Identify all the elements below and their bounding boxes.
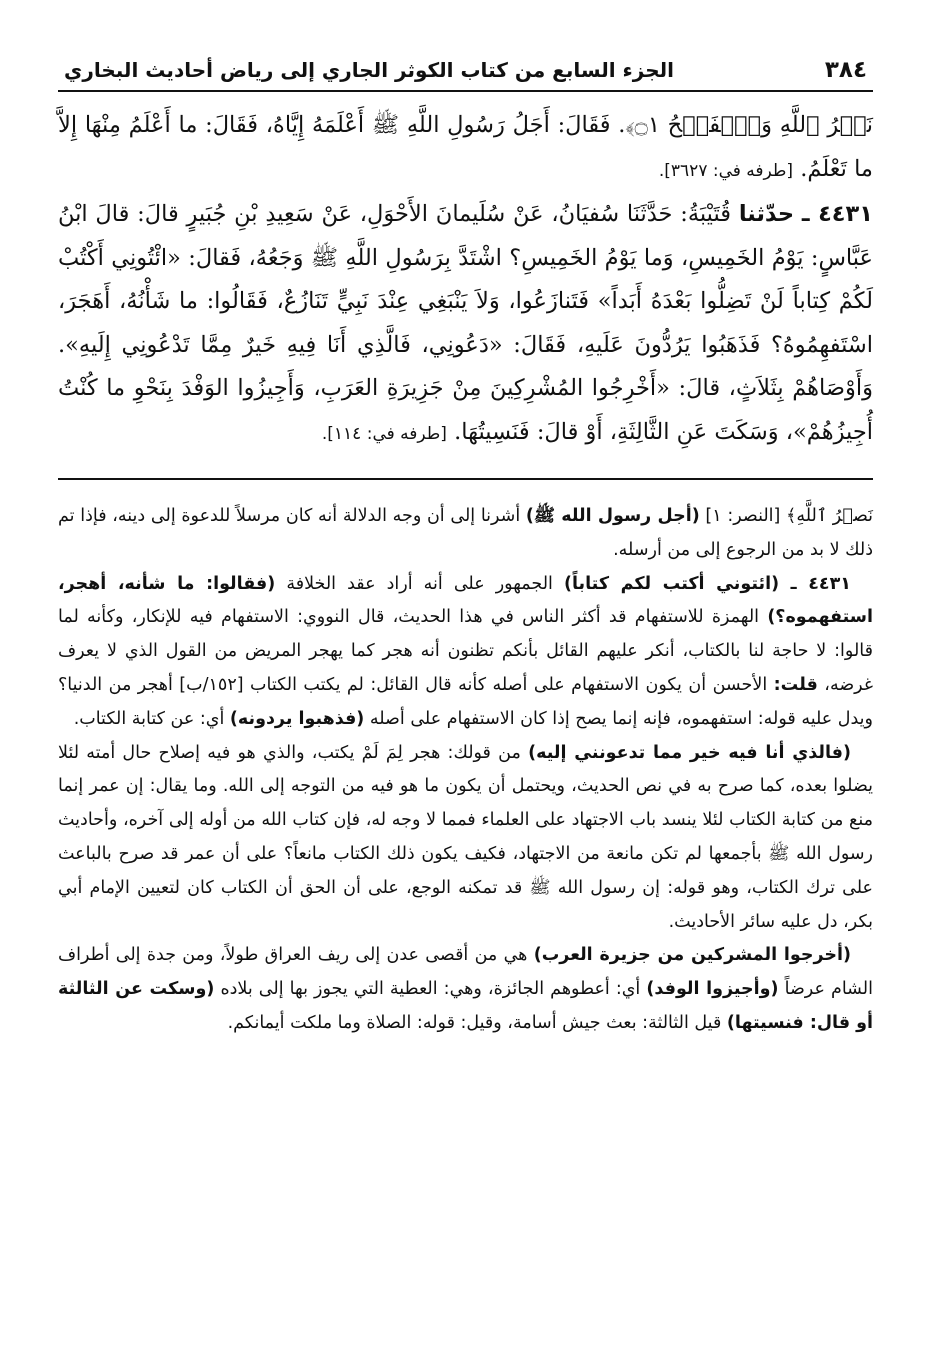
commentary-text: من قولك: هجر لِمَ لَمْ يكتب، والذي هو فيه إصلاح حال أمته لئلا يضلوا بعده، كما صرح به في نص الحديث، ويحتمل أن يكون ما هو فيه من التوجه إلى الله. وما يقال: إن عمر إنما منع من كتابة الكتاب لئلا ينسد باب الاجتهاد على العلماء فمما لا وجه له، فإن كتاب الله من أوله إلى آخره، وأحاديث رسول الله ﷺ بأجمعها لم تكن مانعة من الاجتهاد، فكيف يكون ذلك الكتاب مانعاً؟ على أن عمر قد صرح بالباعث على ترك الكتاب، وهو قوله: إن رسول الله ﷺ قد تمكنه الوجع، على أن الحق أن الكتاب كان لتعيين الإمام أبي بكر، دل عليه سائر الأحاديث. [58,742,873,932]
commentary-keyword: (وسكت عن الثالثة أو قال: فنسيتها) [58,979,873,1033]
matn-paragraph-1 [58,104,873,193]
commentary-keyword: (أجل رسول الله ﷺ) [525,506,700,526]
commentary-paragraph [58,939,873,1040]
surah-reference: [النصر: ١] [705,506,781,526]
commentary-text: الأحسن أن يكون الاستفهام على أصله كأنه قال القائل: لم يكتب الكتاب [١٥٢/ب] أهجر من الدنيا؟ ويدل عليه قوله: استفهموه، فإنه إنما يصح إذا كان الاستفهام على أصله [58,674,873,729]
commentary-text: هي من أقصى عدن إلى ريف العراق طولاً، ومن جدة إلى أطراف الشام عرضاً [58,945,873,1000]
commentary-section [58,500,873,1041]
commentary-text: أشرنا إلى أن وجه الدلالة أنه كان مرسلاً للدعوة إلى دينه، فإذا تم ذلك لا بد من الرجوع إلى من أرسله. [58,506,873,560]
matn-paragraph-2 [58,193,873,456]
page [58,56,873,1041]
commentary-text: أي: أعطوهم الجائزة، وهي: العطية التي يجوز بها إلى بلاده [220,979,641,1000]
commentary-keyword: (فذهبوا يردونه) [229,708,365,729]
commentary-text: أي: عن كتابة الكتاب. [73,708,225,729]
page-header [58,56,873,92]
commentary-keyword: قلت: [773,674,818,695]
hadith-number: ٤٤٣١ ـ [801,201,874,227]
commentary-text: الهمزة للاستفهام قد أكثر الناس في هذا الحديث، قال النووي: الاستفهام فيه للإنكار، وكأنه لما قالوا: لا حاجة لنا بالكتاب، أنكر عليهم القائل بأنكم تظنون أنه هجر كما يهجر المريض من القول الذي لا يعرف غرضه، [58,607,873,695]
commentary-keyword: (أخرجوا المشركين من جزيرة العرب) [533,945,851,966]
commentary-keyword: (فالذي أنا فيه خير مما تدعونني إليه) [528,742,851,763]
commentary-keyword: ٤٤٣١ ـ (ائتوني أكتب لكم كتاباً) [563,573,851,594]
commentary-paragraph [58,737,873,940]
section-divider [58,478,873,480]
cross-reference: [طرفه في: ١١٤]. [321,423,447,444]
commentary-keyword: (فقالوا: ما شأنه، أهجر، استفهموه؟) [58,573,873,628]
hadith-text-section [58,104,873,456]
quran-quote: نَصۡرُ ٱللَّهِ وَٱلۡفَتۡحُ ۝١﴾. [618,112,874,138]
commentary-text: قيل الثالثة: بعث جيش أسامة، وقيل: قوله: الصلاة وما ملكت أيمانكم. [227,1012,722,1033]
narration-lead: حدّثنا [738,201,795,227]
running-title: الجزء السابع من كتاب الكوثر الجاري إلى رياض أحاديث البخاري [64,58,674,82]
cross-reference: [طرفه في: ٣٦٢٧]. [658,160,794,181]
commentary-keyword: (وأجيزوا الوفد) [646,979,779,1000]
commentary-paragraph [58,500,873,568]
page-number: ٣٨٤ [824,57,867,83]
matn-text: قُتَيْبَةُ: حَدَّثَنَا سُفيَانُ، عَنْ سُلَيمانَ الأَحْوَلِ، عَنْ سَعِيدِ بْنِ جُبَيرٍ قالَ: قالَ ابْنُ عَبَّاسٍ: يَوْمُ الخَمِيسِ، وَما يَوْمُ الخَمِيسِ؟ اشْتَدَّ بِرَسُولِ اللَّهِ ﷺ وَجَعُهُ، فَقالَ: «ائْتُونِي أَكْتُبْ لَكُمْ كِتاباً لَنْ تَضِلُّوا بَعْدَهُ أَبَداً» فَتَنازَعُوا، وَلاَ يَنْبَغِي عِنْدَ نَبِيٍّ تَنَازُعٌ، فَقَالُوا: ما شَأْنُهُ، أَهَجَرَ، اسْتَفهِمُوهُ؟ فَذَهَبُوا يَرُدُّونَ عَلَيهِ، فَقَالَ: «دَعُونِي، فَالَّذِي أَنَا فِيهِ خَيرٌ مِمَّا تَدْعُونِي إِلَيهِ». وَأَوْصَاهُمْ بِثَلاَثٍ، قالَ: «أَخْرِجُوا المُشْرِكِينَ مِنْ جَزِيرَةِ العَرَبِ، وَأَجِيزُوا الوَفْدَ بِنَحْوِ ما كُنْتُ أُجِيزُهُمْ»، وَسَكَتَ عَنِ الثَّالِثَةِ، أَوْ قالَ: فَنَسِيتُهَا. [58,201,873,445]
matn-text: فَقَالَ: أَجَلُ رَسُولِ اللَّهِ ﷺ أَعْلَمَهُ إِيَّاهُ، فَقَالَ: ما أَعْلَمُ مِنْهَا إِلاَّ ما تَعْلَمُ. [58,112,873,182]
commentary-paragraph [58,568,873,737]
commentary-text: الجمهور على أنه أراد عقد الخلافة [286,573,553,594]
quran-quote: نَصۡرُ ٱللَّهِ﴾ [786,506,873,526]
